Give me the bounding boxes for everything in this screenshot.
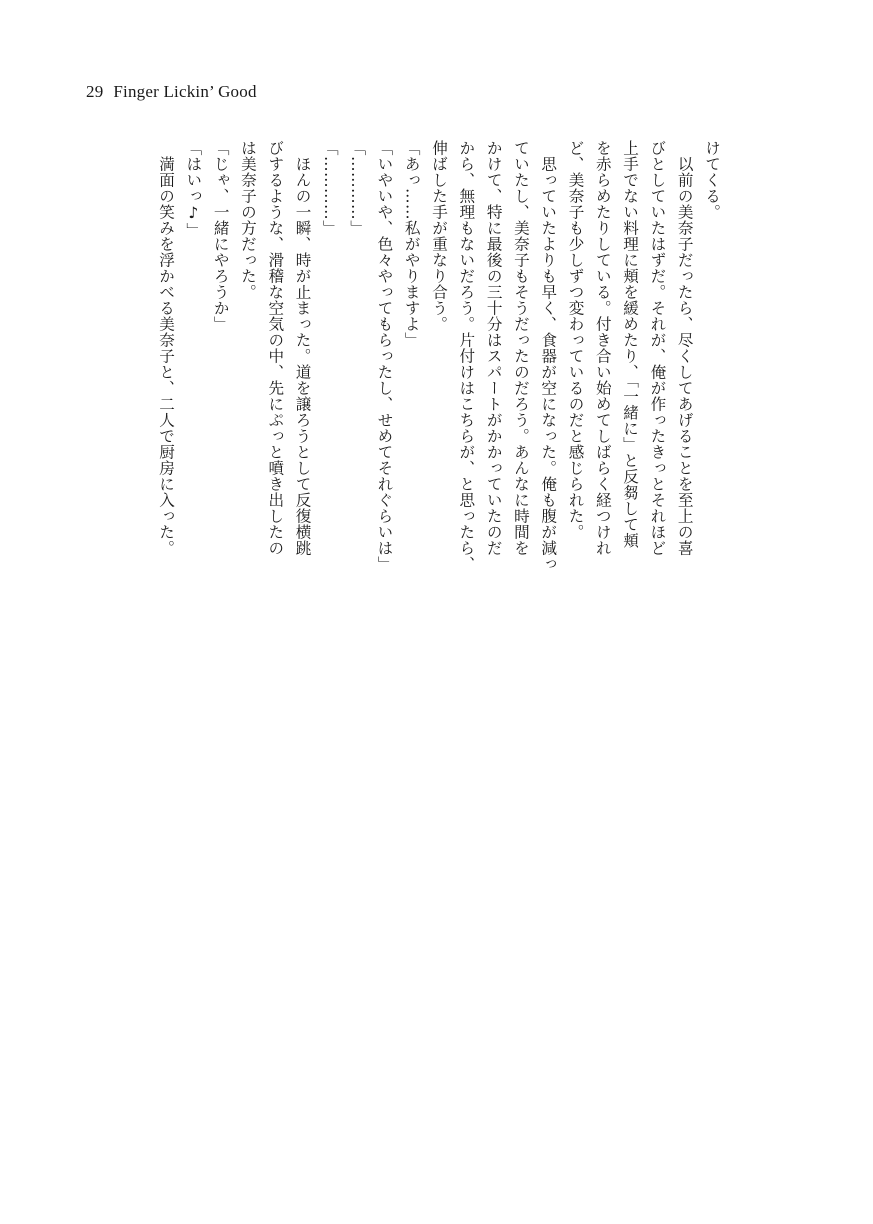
text-line: は美奈子の方だった。 [238, 140, 257, 300]
text-line: かけて、特に最後の三十分はスパートがかかっていたのだ [484, 140, 503, 556]
text-line: 「あっ……私がやりますよ」 [402, 140, 421, 348]
text-line: 「…………」 [348, 140, 367, 236]
text-line: 「じゃ、一緒にやろうか」 [211, 140, 230, 332]
page-number: 29 [86, 82, 104, 101]
text-line: けてくる。 [703, 140, 721, 220]
text-line: を赤らめたりしている。付き合い始めてしばらく経つけれ [593, 140, 612, 556]
text-line: 以前の美奈子だったら、尽くしてあげることを至上の喜 [675, 140, 694, 556]
text-line: 「はいっ♪」 [184, 140, 203, 239]
text-line: びとしていたはずだ。それが、俺が作ったきっとそれほど [648, 140, 667, 556]
text-line: 満面の笑みを浮かべる美奈子と、二人で厨房に入った。 [157, 140, 176, 556]
text-line: ど、美奈子も少しずつ変わっているのだと感じられた。 [566, 140, 585, 540]
text-line: から、無理もないだろう。片付けはこちらが、と思ったら、 [457, 140, 476, 572]
book-title: Finger Lickin’ Good [113, 82, 257, 101]
text-line: ていたし、美奈子もそうだったのだろう。あんなに時間を [511, 140, 530, 556]
text-line: 「…………」 [320, 140, 339, 236]
running-header [86, 82, 257, 102]
vertical-body-text [152, 140, 725, 610]
text-line: ほんの一瞬、時が止まった。道を譲ろうとして反復横跳 [293, 140, 312, 556]
text-line: 伸ばした手が重なり合う。 [430, 140, 449, 332]
text-line: 思っていたよりも早く、食器が空になった。俺も腹が減っ [539, 140, 558, 572]
text-line: びするような、滑稽な空気の中、先にぷっと噴き出したの [266, 140, 285, 556]
text-line: 上手でない料理に頬を緩めたり、「一緒に」と反芻して頬 [621, 140, 640, 549]
text-line: 「いやいや、色々やってもらったし、せめてそれぐらいは」 [375, 140, 394, 572]
